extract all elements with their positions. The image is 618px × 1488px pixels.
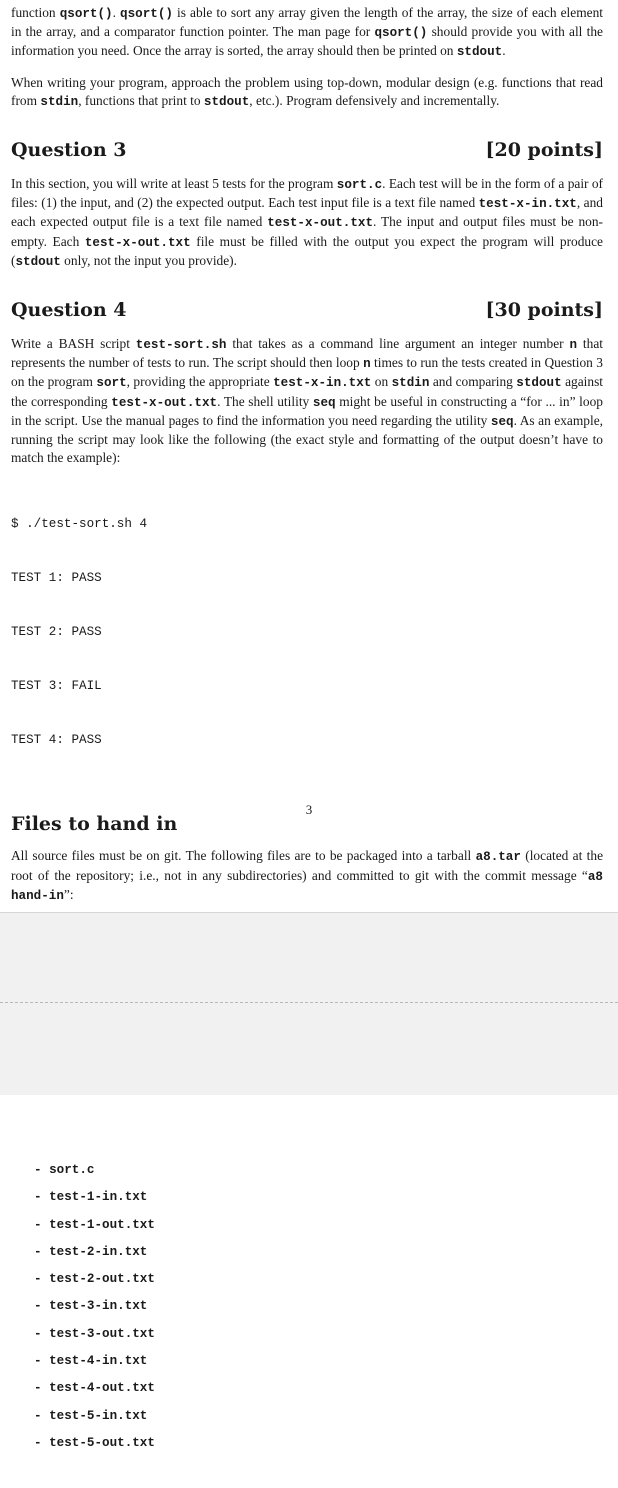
text-run: , functions that print to xyxy=(78,92,204,108)
code-term: sort xyxy=(96,376,127,391)
terminal-line: TEST 1: PASS xyxy=(11,571,102,586)
code-term: sort.c xyxy=(336,178,383,193)
file-item: - test-4-out.txt xyxy=(34,1381,155,1396)
page-break-divider xyxy=(0,1002,618,1003)
text-run: against the corresponding xyxy=(11,374,604,409)
text-run: and comparing xyxy=(429,374,517,390)
file-item: - test-4-in.txt xyxy=(34,1354,148,1369)
text-run: might be useful in constructing a “for ... in” loop in the script. Use the manual pages to find the information you need regarding the utility xyxy=(11,393,603,428)
code-term: qsort() xyxy=(59,7,113,21)
file-item: - sort.c xyxy=(34,1163,95,1177)
text-run: All source files must be on git. The following files are to be packaged into a tarball xyxy=(11,848,476,864)
text-run: . xyxy=(502,43,506,59)
text-run: , and each expected output file is a text file named xyxy=(11,195,604,230)
file-item: - test-5-in.txt xyxy=(34,1408,148,1423)
file-item: - test-1-in.txt xyxy=(34,1190,148,1205)
text-run: function xyxy=(11,5,60,20)
text-run: on xyxy=(371,374,392,390)
file-item: - test-2-out.txt xyxy=(34,1272,155,1287)
text-run: . The shell utility xyxy=(217,393,313,409)
code-term: test-x-out.txt xyxy=(267,216,374,231)
question-4-heading xyxy=(11,299,603,321)
text-run: . The input and output files must be non-empty. Each xyxy=(11,214,603,249)
text-run: (located at the root of the repository; i.e., not in any subdirectories) and committed to git with the commit message “ xyxy=(11,848,604,883)
code-term: test-sort.sh xyxy=(135,338,227,353)
code-term: stdout xyxy=(15,254,61,269)
page-gap xyxy=(0,912,618,1096)
code-term: seq xyxy=(312,395,336,410)
page-number: 3 xyxy=(305,802,313,817)
terminal-line: TEST 3: FAIL xyxy=(11,679,102,694)
text-run: times to run the tests created in Question 3 on the program xyxy=(11,355,603,390)
terminal-example xyxy=(11,479,603,785)
intro-paragraph xyxy=(11,4,603,62)
text-run: In this section, you will write at least 5 tests for the program xyxy=(11,176,337,192)
terminal-line: TEST 2: PASS xyxy=(11,625,102,640)
code-term: test-x-in.txt xyxy=(273,376,372,391)
code-term: stdout xyxy=(516,376,562,391)
code-term: n xyxy=(363,357,371,372)
file-item: - test-3-out.txt xyxy=(34,1326,155,1341)
code-term: stdout xyxy=(456,45,503,60)
page-content xyxy=(11,4,603,929)
pdf-page-4 xyxy=(0,1095,618,1488)
code-term: a8 hand-in xyxy=(11,869,603,903)
question-4-points: [30 points] xyxy=(485,299,603,322)
file-item: - test-3-in.txt xyxy=(34,1299,148,1314)
text-run: file must be filled with the output you expect the program will produce ( xyxy=(11,233,603,268)
question-4-title: Question 4 xyxy=(11,299,127,322)
text-run: that represents the number of tests to run. The script should then loop xyxy=(11,336,603,371)
text-run: should provide you with all the information you need. Once the array is sorted, the array should then be printed on xyxy=(11,24,603,59)
file-item: - test-2-in.txt xyxy=(34,1244,148,1259)
terminal-line: TEST 4: PASS xyxy=(11,733,102,748)
code-term: stdin xyxy=(40,94,79,109)
code-term: seq xyxy=(490,414,514,429)
text-run: , providing the appropriate xyxy=(126,374,274,390)
text-run: . xyxy=(112,5,121,20)
files-to-hand-in-body xyxy=(11,847,603,905)
text-run: , etc.). Program defensively and incrementally. xyxy=(249,92,500,108)
text-run: that takes as a command line argument an integer number xyxy=(226,336,570,352)
code-term: stdout xyxy=(203,94,250,109)
code-term: test-x-out.txt xyxy=(84,235,191,250)
question-3-body xyxy=(11,175,603,271)
text-run: ”: xyxy=(63,886,74,902)
question-3-points: [20 points] xyxy=(485,139,603,162)
code-term: test-x-out.txt xyxy=(111,395,218,410)
design-paragraph xyxy=(11,74,603,111)
files-to-hand-in-heading: Files to hand in xyxy=(11,813,178,836)
text-run: Write a BASH script xyxy=(11,336,136,352)
question-3-title: Question 3 xyxy=(11,139,127,162)
text-run: only, not the input you provide). xyxy=(60,252,237,268)
terminal-line: $ ./test-sort.sh 4 xyxy=(11,517,148,532)
text-run: is able to sort any array given the length of the array, the size of each element in the array, and a comparator function pointer. The man page for xyxy=(11,5,603,40)
code-term: test-x-in.txt xyxy=(478,197,577,212)
file-item: - test-5-out.txt xyxy=(34,1435,155,1450)
code-term: n xyxy=(569,338,578,353)
question-3-heading xyxy=(11,139,603,161)
text-run: When writing your program, approach the problem using top-down, modular design (e.g. functions that read from xyxy=(11,74,603,108)
code-term: qsort() xyxy=(374,26,428,41)
question-4-body xyxy=(11,335,603,467)
code-term: stdin xyxy=(391,376,430,391)
code-term: a8.tar xyxy=(475,850,521,865)
text-run: . As an example, running the script may look like the following (the exact style and formatting of the output doesn’t have to match the example): xyxy=(11,412,603,466)
code-term: qsort() xyxy=(120,7,173,21)
hand-in-file-list xyxy=(34,1157,155,1457)
file-item: - test-1-out.txt xyxy=(34,1217,155,1232)
text-run: . Each test will be in the form of a pair of files: (1) the input, and (2) the expected output. Each test input file is a text file named xyxy=(11,176,604,211)
